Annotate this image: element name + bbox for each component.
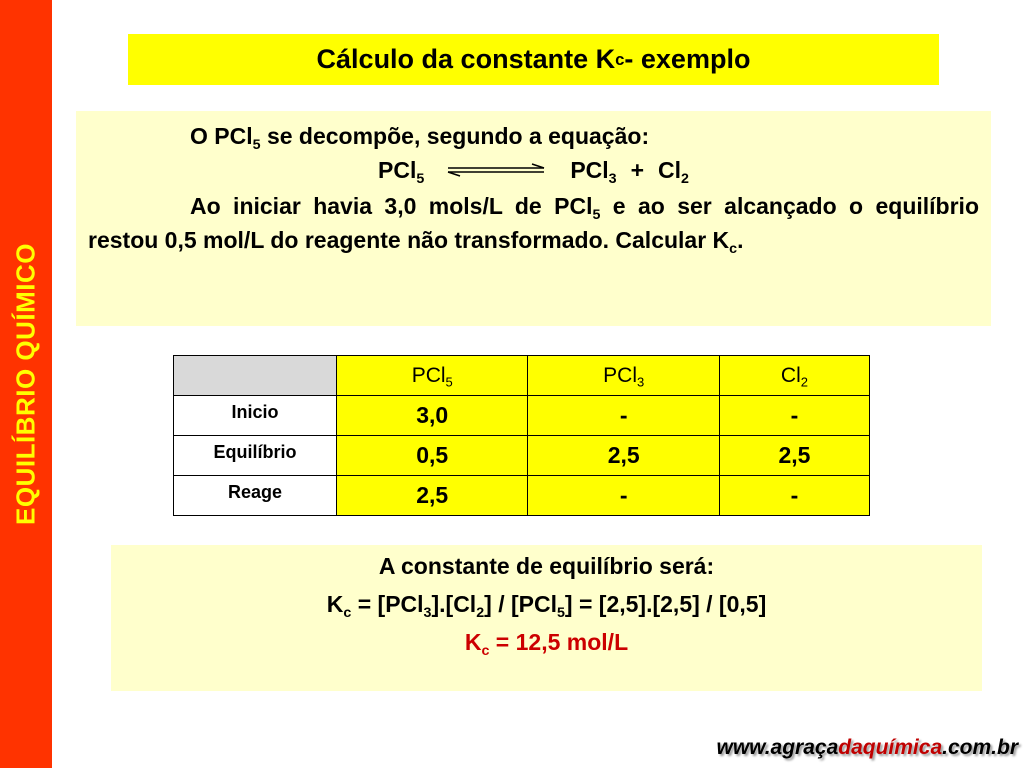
equilibrium-table xyxy=(173,355,870,516)
equation-reactant: PCl$_5$ xyxy=(378,157,425,187)
result-box xyxy=(111,545,982,691)
table-cell: 0,5 xyxy=(337,436,528,476)
table-cell: - xyxy=(528,396,719,436)
result-value: $K_c = 12,5$ mol/L xyxy=(464,629,629,659)
equilibrium-arrow-icon xyxy=(446,160,546,180)
problem-statement xyxy=(76,111,991,326)
table-header-cell: $Cl_2$ xyxy=(719,356,869,396)
table-row xyxy=(174,396,870,436)
chemical-equation xyxy=(88,153,979,187)
table-header-cell: PCl$_5$ xyxy=(337,356,528,396)
table-cell: 2,5 xyxy=(528,436,719,476)
table-cell: - xyxy=(719,476,869,516)
sidebar xyxy=(0,0,52,768)
result-formula: $K_c = [PCl_3].[Cl_2] / [PCl_5] = [2,5].[2,5] / [0,5]$ xyxy=(326,591,767,621)
sidebar-title: EQUILÍBRIO QUÍMICO xyxy=(10,243,41,525)
table-cell: - xyxy=(719,396,869,436)
table-cell: 3,0 xyxy=(337,396,528,436)
table-cell: - xyxy=(528,476,719,516)
footer-brand-a: agraça xyxy=(770,736,839,759)
problem-paragraph: Ao iniciar havia 3,0 mols/L de PCl$_5$ e ao ser alcançado o equilíbrio restou 0,5 mol/L do reagente não transformado. Calcular $K_c$. xyxy=(88,193,979,257)
table-cell: 2,5 xyxy=(337,476,528,516)
problem-intro xyxy=(88,119,979,153)
footer-prefix: www. xyxy=(716,736,771,759)
page-title: Cálculo da constante K c - exemplo xyxy=(128,34,939,85)
footer-suffix: .com.br xyxy=(942,736,1018,759)
row-label: Reage xyxy=(174,476,337,516)
table-header-row xyxy=(174,356,870,396)
intro-sub: 5 xyxy=(252,136,261,153)
title-rest: - exemplo xyxy=(624,44,751,74)
equation-plus: + xyxy=(630,157,645,183)
table-header-cell: PCl$_3$ xyxy=(528,356,719,396)
table-cell: 2,5 xyxy=(719,436,869,476)
row-label: Inicio xyxy=(174,396,337,436)
equation-product-2: $Cl_2$ xyxy=(658,157,689,187)
table-row xyxy=(174,436,870,476)
intro-text-rest: se decompõe, segundo a equação: xyxy=(260,123,650,149)
equation-product-1: PCl$_3$ xyxy=(570,157,617,187)
intro-text: O PCl xyxy=(190,123,253,149)
footer-brand-b: daquímica xyxy=(838,736,943,759)
table-row xyxy=(174,476,870,516)
website-footer xyxy=(716,736,1018,760)
title-main: Cálculo da constante K xyxy=(316,44,616,74)
table-corner-cell xyxy=(174,356,337,396)
result-heading: A constante de equilíbrio será: xyxy=(378,553,715,579)
row-label: Equilíbrio xyxy=(174,436,337,476)
